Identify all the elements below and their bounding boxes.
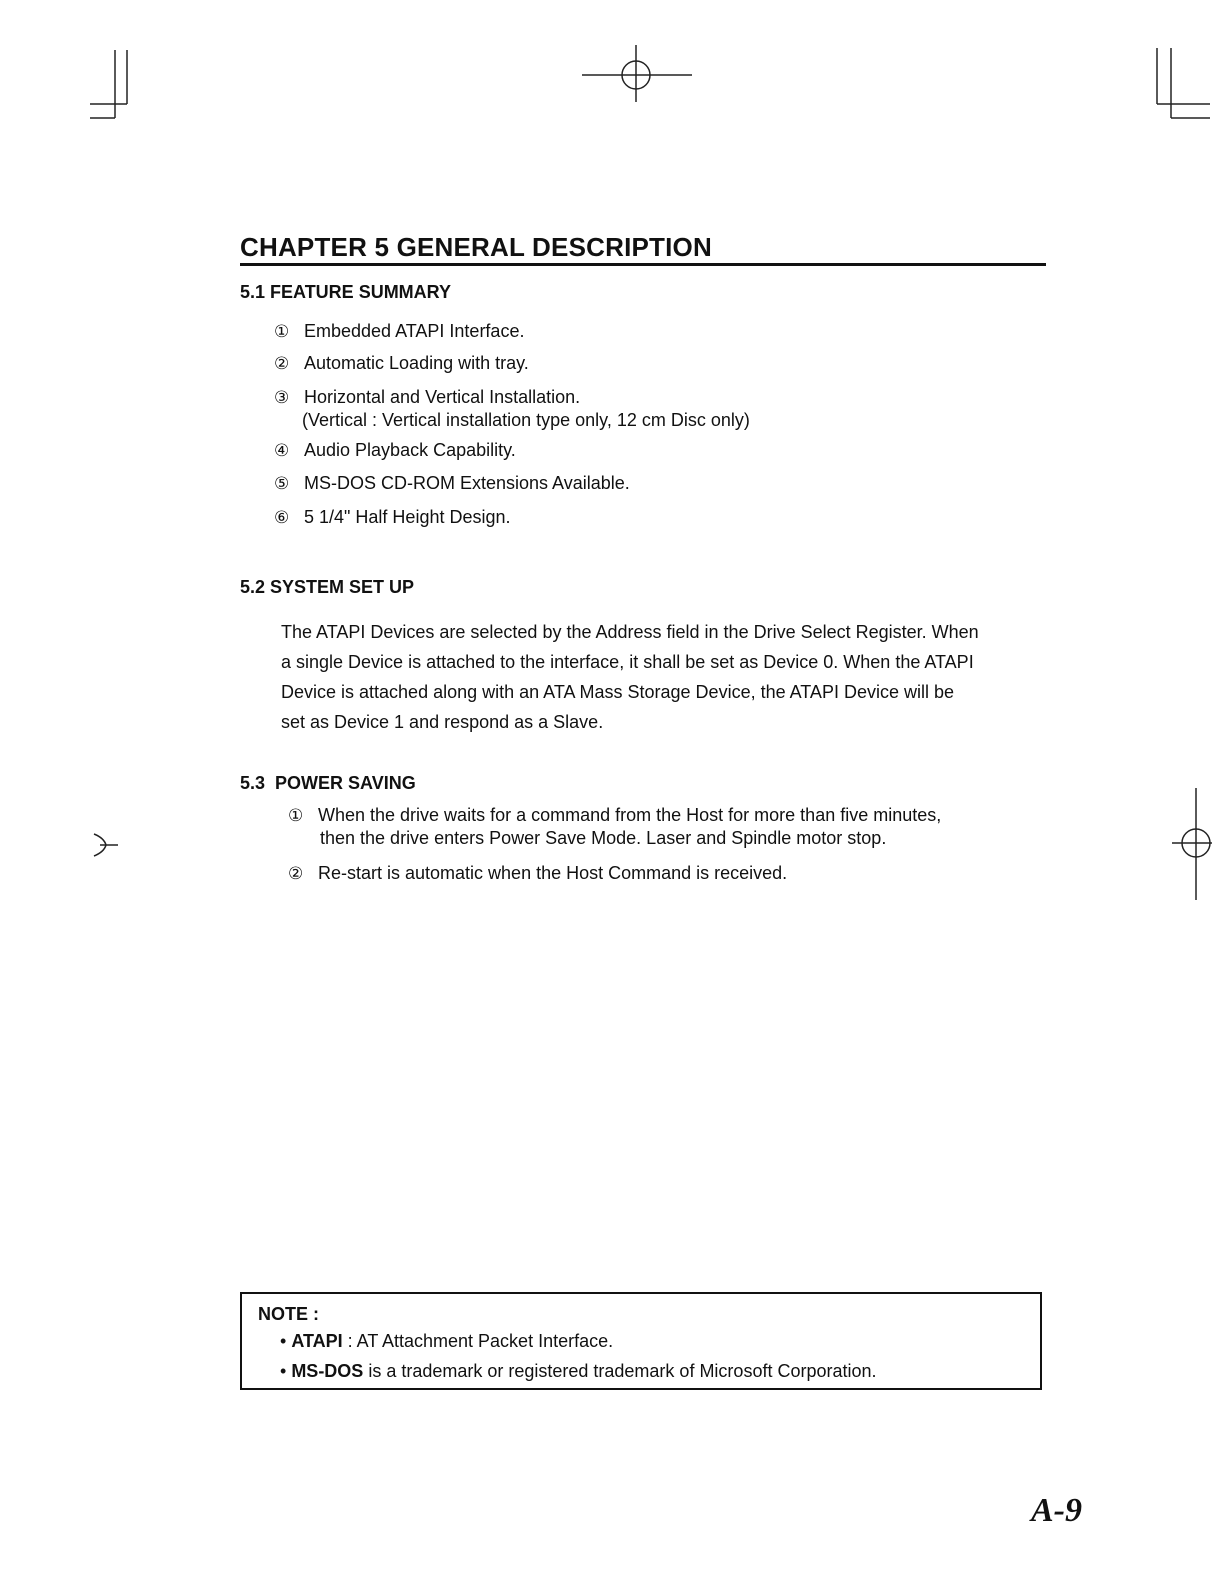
list-item [288,862,787,885]
system-set-up-paragraph [281,617,1051,737]
paragraph-line: The ATAPI Devices are selected by the Address field in the Drive Select Register. When [281,622,979,642]
item-text: Re-start is automatic when the Host Command is received. [318,863,788,883]
item-text: When the drive waits for a command from the Host for more than five minutes, [318,805,942,825]
item-number: ① [288,806,304,826]
note-box [240,1292,1042,1390]
note-text: is a trademark or registered trademark of Microsoft Corporation. [363,1361,877,1381]
paragraph-line: Device is attached along with an ATA Mass Storage Device, the ATAPI Device will be [281,682,954,702]
item-text: 5 1/4" Half Height Design. [304,507,511,527]
section-heading-power-saving: 5.3 POWER SAVING [240,773,416,793]
item-number: ② [274,354,290,374]
note-title: NOTE : [258,1304,319,1324]
list-item [274,386,750,431]
list-item [274,320,524,343]
item-number: ③ [274,388,290,408]
paragraph-line: a single Device is attached to the interface, it shall be set as Device 0. When the ATAPI [281,652,974,672]
note-item: • ATAPI : AT Attachment Packet Interface. [280,1331,614,1351]
chapter-title: CHAPTER 5 GENERAL DESCRIPTION [240,232,1046,266]
item-number: ⑤ [274,474,290,494]
list-item [274,506,511,529]
note-item: • MS-DOS is a trademark or registered trademark of Microsoft Corporation. [280,1361,877,1381]
item-text: Horizontal and Vertical Installation. [304,387,581,407]
item-number: ④ [274,441,290,461]
note-text: : AT Attachment Packet Interface. [342,1331,614,1351]
section-heading-feature-summary: 5.1 FEATURE SUMMARY [240,282,452,302]
section-heading-system-set-up: 5.2 SYSTEM SET UP [240,577,415,597]
list-item [274,352,529,375]
item-text: Automatic Loading with tray. [304,353,529,373]
item-subtext: then the drive enters Power Save Mode. Laser and Spindle motor stop. [320,828,887,848]
item-text: Audio Playback Capability. [304,440,516,460]
note-term: ATAPI [291,1331,343,1351]
paragraph-line: set as Device 1 and respond as a Slave. [281,712,604,732]
item-number: ① [274,322,290,342]
page-number: A-9 [1031,1492,1082,1529]
item-number: ② [288,864,304,884]
list-item [274,472,630,495]
note-term: MS-DOS [291,1361,364,1381]
list-item [274,439,516,462]
item-number: ⑥ [274,508,290,528]
item-subtext: (Vertical : Vertical installation type only, 12 cm Disc only) [302,410,750,430]
item-text: MS-DOS CD-ROM Extensions Available. [304,473,630,493]
item-text: Embedded ATAPI Interface. [304,321,525,341]
list-item [288,804,941,849]
